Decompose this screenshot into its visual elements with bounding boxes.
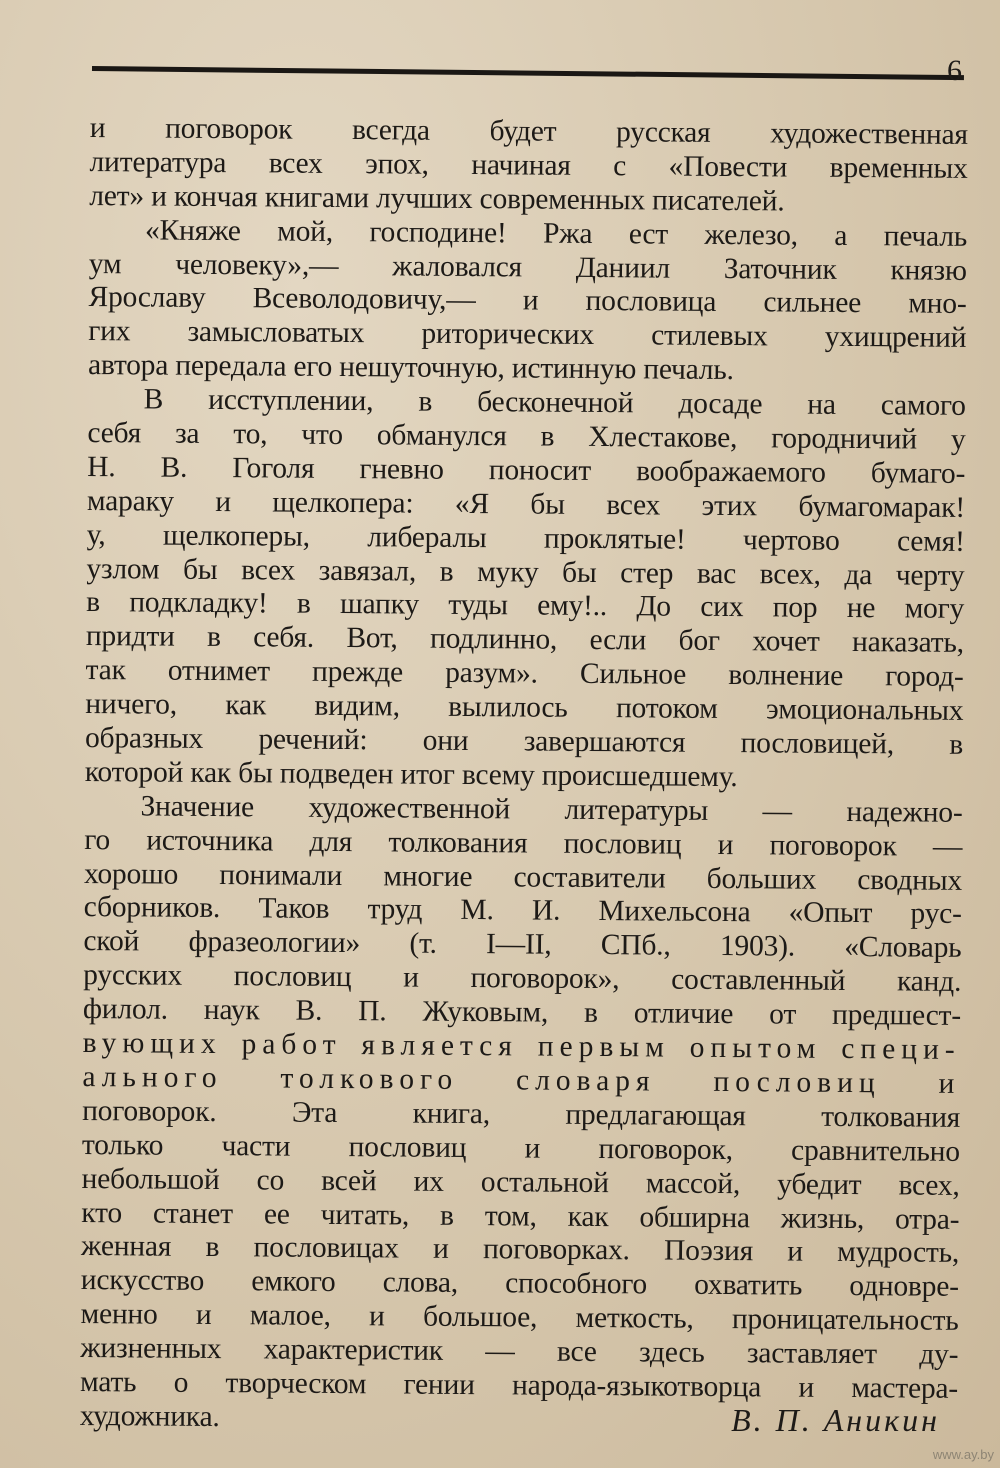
text-line: и поговорок всегда будет русская художественная — [89, 112, 968, 151]
text-line: филол. наук В. П. Жуковым, в отличие от предшест- — [82, 993, 962, 1033]
text-line: искусство емкого слова, способного охватить одновре- — [80, 1264, 959, 1304]
page-number: 6 — [947, 54, 962, 87]
text-line: поговорок. Эта книга, предлагающая толкования — [82, 1094, 961, 1134]
text-line: Значение художественной литературы — надежно- — [140, 790, 963, 829]
text-line: ум человеку»,— жаловался Даниил Заточник князю — [88, 247, 967, 287]
text-line: вующих работ является первым опытом специ- — [82, 1027, 961, 1066]
text-line: только части пословиц и поговорок, сравнительно — [81, 1128, 960, 1168]
text-line: В исступлении, в бесконечной досаде на самого — [143, 383, 966, 423]
paragraph — [89, 112, 968, 221]
text-line: менно и малое, и большое, меткость, проницательность — [80, 1298, 959, 1338]
text-line: в подкладку! в шапку туды ему!.. До сих пор не могу — [86, 586, 965, 626]
text-line: кто станет ее читать, в том, как обширна жизнь, отра- — [81, 1196, 960, 1236]
text-line: придти в себя. Вот, подлинно, если бог хочет наказать, — [85, 620, 964, 660]
text-line: ничего, как видим, вылилось потоком эмоциональных — [85, 688, 964, 728]
text-line: которой как бы подведен итог всему происшедшему. — [84, 755, 738, 794]
text-line: Ярославу Всеволодовичу,— и пословица сильнее мно- — [88, 281, 967, 321]
text-line: Н. В. Гоголя гневно поносит воображаемого бумаго- — [87, 450, 966, 490]
paragraph — [88, 214, 967, 390]
watermark: www.ay.by — [932, 1447, 994, 1462]
paragraph — [80, 790, 963, 1441]
author-signature: В. П. Аникин — [731, 1402, 940, 1438]
text-line: художника. — [79, 1399, 220, 1433]
text-line: небольшой со всей их остальной массой, убедит всех, — [81, 1162, 960, 1202]
text-line: сборников. Таков труд М. И. Михельсона «Опыт рус- — [83, 891, 962, 931]
text-line: жизненных характеристик — все здесь заставляет ду- — [80, 1332, 959, 1371]
header-rule — [92, 66, 964, 80]
text-line: так отнимет прежде разум». Сильное волнение город- — [85, 654, 964, 694]
text-line: русских пословиц и поговорок», составленный канд. — [83, 959, 962, 999]
text-line: мать о творческом гении народа-языкотворца и мастера- — [79, 1365, 959, 1405]
text-line: у, щелкоперы, либералы проклятые! чертово семя! — [86, 518, 965, 558]
text-line: хорошо понимали многие составители больших сводных — [83, 857, 963, 897]
body-text — [80, 112, 968, 1441]
text-line: гих замысловатых риторических стилевых ухищрений — [88, 315, 967, 355]
text-line: узлом бы всех завязал, в муку бы стер вас всех, да черту — [86, 552, 965, 592]
text-line: ской фразеологии» (т. I—II, СПб., 1903). «Словарь — [83, 925, 962, 965]
text-line: ального толкового словаря пословиц и — [82, 1060, 961, 1100]
paragraph — [85, 383, 966, 797]
text-line: мараку и щелкопера: «Я бы всех этих бумагомарак! — [86, 484, 966, 524]
text-line: литература всех эпох, начиная с «Повести временных — [89, 145, 968, 185]
text-line: образных речений: они завершаются пословицей, в — [84, 722, 964, 761]
text-line: лет» и кончая книгами лучших современных писателей. — [89, 179, 785, 218]
text-line: автора передала его нешуточную, истинную печаль. — [87, 349, 734, 387]
text-line: го источника для толкования пословиц и поговорок — — [84, 823, 963, 863]
text-line: «Княже мой, господине! Ржа ест железо, а печаль — [144, 214, 968, 253]
text-line: себя за то, что обманулся в Хлестакове, городничий у — [87, 417, 966, 456]
text-line: женная в пословицах и поговорках. Поэзия и мудрость, — [80, 1230, 960, 1270]
